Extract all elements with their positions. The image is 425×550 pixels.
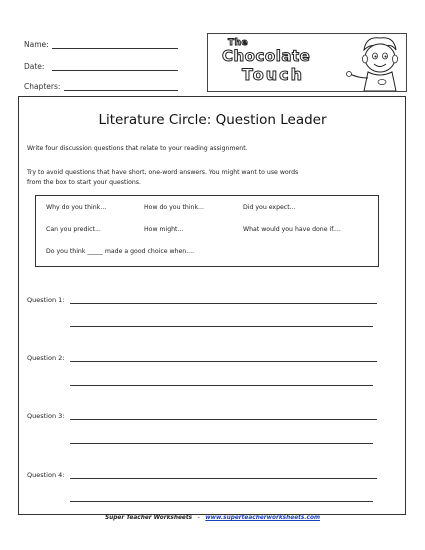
instruction-2-line2: from the box to start your questions. — [27, 179, 141, 186]
chapters-label: Chapters: — [24, 82, 61, 91]
question-4-label: Question 4: — [27, 471, 65, 479]
instruction-2-line1: Try to avoid questions that have short, one-word answers. You might want to use words — [27, 169, 299, 176]
worksheet-title: Literature Circle: Question Leader — [98, 112, 327, 128]
logo-line3: Touch — [242, 65, 305, 84]
book-logo — [207, 33, 407, 92]
question-starters-box — [35, 195, 379, 267]
starter-good-choice: Do you think _____ made a good choice when.... — [46, 248, 195, 255]
footer-url-link[interactable]: www.superteacherworksheets.com — [205, 515, 321, 521]
footer-separator: - — [197, 515, 200, 521]
question-3-line-1[interactable] — [70, 419, 377, 420]
logo-line2: Chocolate — [222, 47, 311, 65]
question-2-line-1[interactable] — [70, 361, 377, 362]
instruction-1: Write four discussion questions that relate to your reading assignment. — [27, 145, 248, 152]
starter-predict: Can you predict... — [46, 226, 101, 233]
question-2-line-2[interactable] — [70, 385, 373, 386]
question-1-line-2[interactable] — [70, 326, 373, 327]
footer — [0, 515, 425, 521]
question-3-line-2[interactable] — [70, 443, 373, 444]
worksheet-box — [18, 96, 406, 515]
question-1-label: Question 1: — [27, 296, 65, 304]
name-line[interactable] — [52, 48, 178, 49]
footer-brand: Super Teacher Worksheets — [104, 515, 193, 521]
chapters-line[interactable] — [64, 90, 178, 91]
date-label: Date: — [24, 62, 45, 71]
name-label: Name: — [24, 40, 49, 49]
starter-how-think: How do you think... — [144, 204, 204, 211]
question-3-label: Question 3: — [27, 412, 65, 420]
question-4-line-2[interactable] — [70, 501, 373, 502]
starter-why: Why do you think... — [46, 204, 107, 211]
logo-line1: The — [228, 38, 249, 48]
question-2-label: Question 2: — [27, 354, 65, 362]
question-1-line-1[interactable] — [70, 303, 377, 304]
question-4-line-1[interactable] — [70, 478, 377, 479]
starter-what-would: What would you have done if.... — [243, 226, 341, 233]
boy-cartoon-icon — [336, 34, 406, 91]
date-line[interactable] — [52, 70, 178, 71]
starter-how-might: How might... — [144, 226, 184, 233]
starter-expect: Did you expect... — [243, 204, 296, 211]
